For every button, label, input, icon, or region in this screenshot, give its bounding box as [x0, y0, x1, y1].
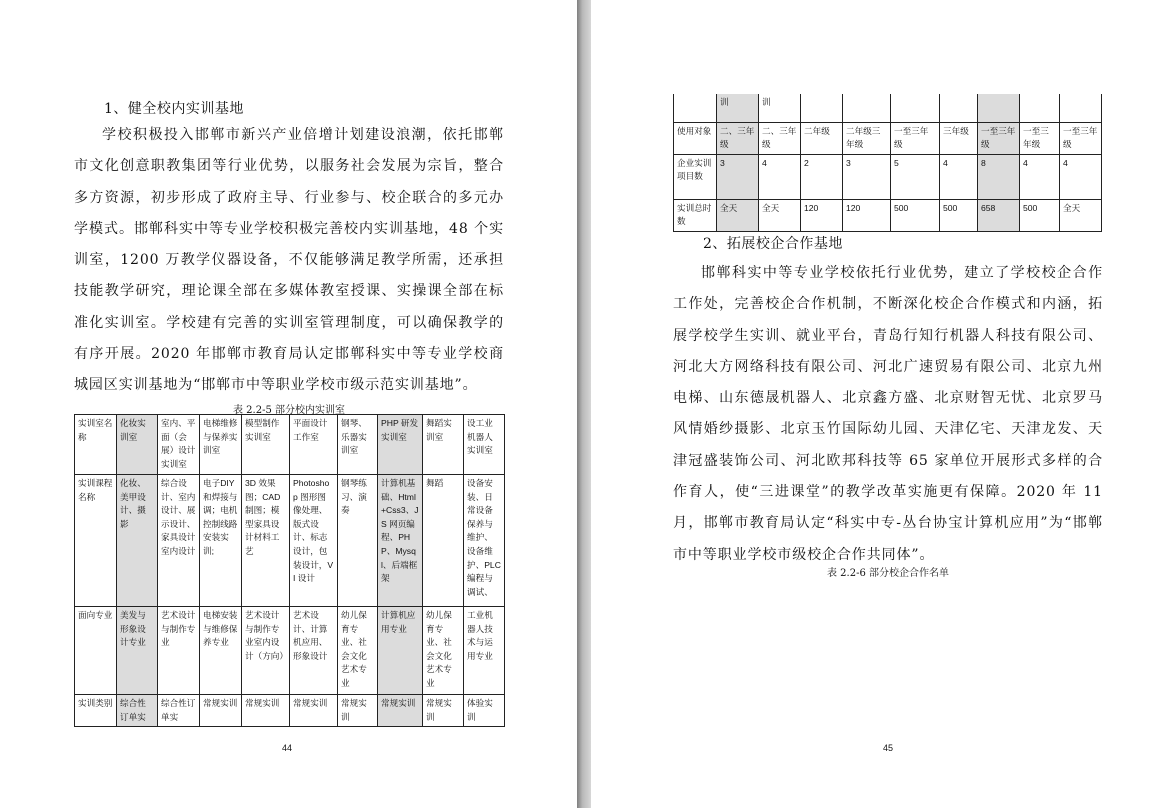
table-cell: 面向专业 — [75, 607, 117, 695]
right-page — [591, 0, 1169, 808]
table-cell: 舞蹈 — [423, 475, 464, 607]
table-row — [674, 199, 1102, 231]
table-cell: 企业实训项目数 — [674, 154, 717, 199]
table-cell: 舞蹈实训室 — [423, 415, 464, 475]
table-cell: 三年级 — [940, 122, 978, 154]
table-cell — [1020, 94, 1060, 122]
table-cell — [674, 94, 717, 122]
table-cell: 实训总时数 — [674, 199, 717, 231]
table-cell: 500 — [891, 199, 940, 231]
table-cell: 常规实训 — [200, 695, 242, 727]
table-row — [75, 475, 505, 607]
table-cell — [801, 94, 843, 122]
table-cell: 500 — [940, 199, 978, 231]
table-cell: 二年级 — [801, 122, 843, 154]
table-cell: 120 — [801, 199, 843, 231]
table-cell: 计算机基础、Html+Css3、JS 网页编程、PHP、Mysql、后端框架 — [378, 475, 423, 607]
table-cell: 电梯维修与保养实训室 — [200, 415, 242, 475]
table-cell: 120 — [843, 199, 891, 231]
table-cell: 4 — [940, 154, 978, 199]
table-cell — [891, 94, 940, 122]
table-cell: 艺术设计、计算机应用、形象设计 — [290, 607, 338, 695]
table-cell: 化妆实训室 — [117, 415, 158, 475]
table-cell: 综合性订单实 — [158, 695, 200, 727]
table-cell — [1060, 94, 1102, 122]
table-cell: 实训课程名称 — [75, 475, 117, 607]
table-cell: 5 — [891, 154, 940, 199]
table-cell: 常规实训 — [338, 695, 378, 727]
right-paragraph: 邯郸科实中等专业学校依托行业优势，建立了学校校企合作工作处，完善校企合作机制，不断深化校企合作模式和内涵，拓展学校学生实训、就业平台，青岛行知行机器人科技有限公司、河北大方网络科技有限公司、河北广速贸易有限公司、北京九州电梯、山东德晟机器人、北京鑫方盛、北京财智无忧、北京罗马风情婚纱摄影、北京玉竹国际幼儿园、天津亿宅、天津龙发、天津冠盛装饰公司、河北欧邦科技等 65 家单位开展形式多样的合作育人，使“三进课堂”的教学改革实施更有保障。2020 年 11 月，邯郸市教育局认定“科实中专-丛台协宝计算机应用”为“邯郸市中等职业学校市级校企合作共同体”。 — [673, 265, 1103, 563]
table-row — [75, 415, 505, 475]
table-cell: Photoshop 图形图像处理、版式设计、标志设计，包装设计，VI 设计 — [290, 475, 338, 607]
table-cell: 4 — [1020, 154, 1060, 199]
table-cell: 4 — [759, 154, 801, 199]
table-cell: 2 — [801, 154, 843, 199]
table-row — [674, 122, 1102, 154]
table-cell: 体验实训 — [464, 695, 505, 727]
table-cell: 658 — [978, 199, 1020, 231]
training-rooms-table — [74, 414, 505, 727]
table-cell: 常规实训 — [423, 695, 464, 727]
table-cell: 3 — [843, 154, 891, 199]
table-cell: 电梯安装与维修保养专业 — [200, 607, 242, 695]
table-cell — [940, 94, 978, 122]
table-cell: 常规实训 — [290, 695, 338, 727]
table-cell: 工业机器人技术与运用专业 — [464, 607, 505, 695]
table-cell: 幼儿保育专业、社会文化艺术专业 — [338, 607, 378, 695]
table-cell: 训 — [717, 94, 759, 122]
table-cell — [978, 94, 1020, 122]
page-number-left: 44 — [282, 743, 293, 753]
table-cell — [843, 94, 891, 122]
table-cell: 二年级三年级 — [843, 122, 891, 154]
table-cell: 一至三年级 — [891, 122, 940, 154]
table-cell: 一至三年级 — [978, 122, 1020, 154]
table-cell: 训 — [759, 94, 801, 122]
table-cell: 幼儿保育专业、社会文化艺术专业 — [423, 607, 464, 695]
table-cell: 3D 效果图；CAD 制图；模型家具设计材料工艺 — [242, 475, 290, 607]
table-cell: 3 — [717, 154, 759, 199]
table-cell: 室内、平面（会展）设计实训室 — [158, 415, 200, 475]
table-cell: 二、三年级 — [717, 122, 759, 154]
table-cell: 8 — [978, 154, 1020, 199]
table-cell: 设工业机器人实训室 — [464, 415, 505, 475]
table-cell: 钢琴、乐器实训室 — [338, 415, 378, 475]
table-cell: 电子DIY 和焊接与调；电机控制线路安装实训; — [200, 475, 242, 607]
table-cell: 常规实训 — [242, 695, 290, 727]
table-row — [75, 607, 505, 695]
table-caption-2-2-5: 表 2.2-5 部分校内实训室 — [232, 405, 345, 416]
left-paragraph: 学校积极投入邯郸市新兴产业倍增计划建设浪潮，依托邯郸市文化创意职教集团等行业优势，以服务社会发展为宗旨，整合多方资源，初步形成了政府主导、行业参与、校企联合的多元办学模式。邯郸科实中等专业学校积极完善校内实训基地，48 个实训室，1200 万教学仪器设备，不仅能够满足教学所需，还承担技能教学研究，理论课全部在多媒体教室授课、实操课全部在标准化实训室。学校建有完善的实训室管理制度，可以确保教学的有序开展。2020 年邯郸市教育局认定邯郸科实中等专业学校商城园区实训基地为“邯郸市中等职业学校市级示范实训基地”。 — [74, 127, 504, 394]
table-cell: 500 — [1020, 199, 1060, 231]
table-cell: 实训室名称 — [75, 415, 117, 475]
table-cell: 使用对象 — [674, 122, 717, 154]
table-cell: 化妆、美甲设计、摄影 — [117, 475, 158, 607]
table-cell: 艺术设计与制作专业室内设计（方向） — [242, 607, 290, 695]
table-cell: 二、三年级 — [759, 122, 801, 154]
section-heading-2: 2、拓展校企合作基地 — [703, 236, 843, 252]
table-cell: 模型制作实训室 — [242, 415, 290, 475]
table-cell: 综合性订单实 — [117, 695, 158, 727]
table-cell: 全天 — [1060, 199, 1102, 231]
training-rooms-table-continued — [673, 94, 1102, 232]
table-cell: 全天 — [717, 199, 759, 231]
table-cell: 一至三年级 — [1020, 122, 1060, 154]
table-cell: PHP 研发实训室 — [378, 415, 423, 475]
table-caption-2-2-6: 表 2.2-6 部分校企合作名单 — [826, 568, 949, 579]
table-cell: 美发与形象设计专业 — [117, 607, 158, 695]
table-cell: 全天 — [759, 199, 801, 231]
table-cell: 常规实训 — [378, 695, 423, 727]
table-cell: 计算机应用专业 — [378, 607, 423, 695]
table-cell: 钢琴练习、演奏 — [338, 475, 378, 607]
table-cell: 设备安装、日常设备保养与维护、设备维护、PLC 编程与调试、 — [464, 475, 505, 607]
table-cell: 实训类别 — [75, 695, 117, 727]
table-cell: 一至三年级 — [1060, 122, 1102, 154]
table-row — [674, 94, 1102, 122]
table-row — [75, 695, 505, 727]
table-cell: 平面设计工作室 — [290, 415, 338, 475]
left-page — [0, 0, 577, 808]
table-row — [674, 154, 1102, 199]
table-cell: 艺术设计与制作专业 — [158, 607, 200, 695]
table-cell: 综合设计、室内设计、展示设计、家具设计室内设计 — [158, 475, 200, 607]
table-cell: 4 — [1060, 154, 1102, 199]
page-gutter — [577, 0, 591, 808]
page-number-right: 45 — [883, 743, 894, 753]
section-heading-1: 1、健全校内实训基地 — [104, 101, 244, 117]
